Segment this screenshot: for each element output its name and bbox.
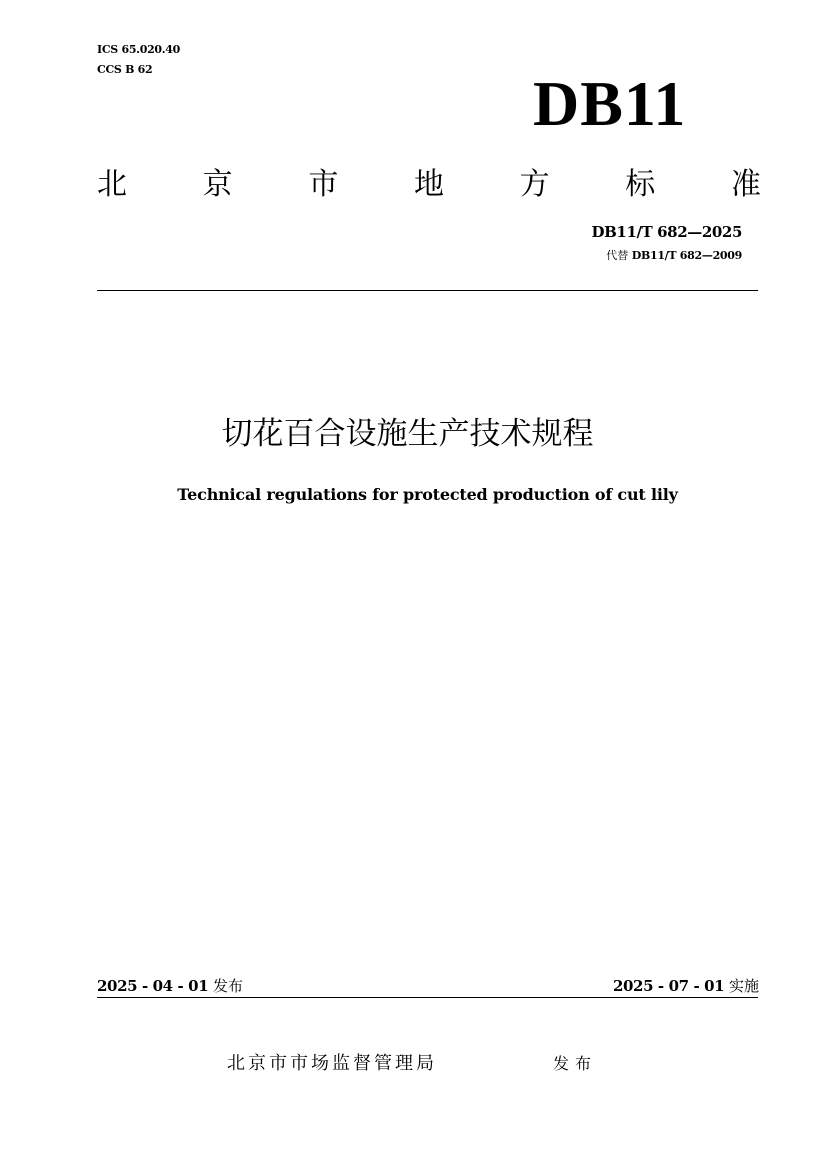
implement-word: 实施 <box>728 977 759 995</box>
replaces-label: 代替 <box>606 249 629 262</box>
standard-type-char: 标 <box>625 167 656 202</box>
standard-type-char: 北 <box>97 167 127 202</box>
implement-date-line <box>613 976 759 996</box>
db-code-logo: DB11 <box>533 68 687 139</box>
publish-word: 发布 <box>553 1054 598 1073</box>
replaces-code: DB11/T 682—2009 <box>631 249 742 262</box>
standard-type-char: 京 <box>202 167 233 202</box>
issue-date: 2025 - 04 - 01 <box>97 977 209 995</box>
replaces-line <box>606 248 742 264</box>
standard-type-title <box>97 158 761 204</box>
ics-code: ICS 65.020.40 <box>97 43 181 56</box>
footer-divider <box>97 997 758 998</box>
issue-word: 发布 <box>213 977 244 995</box>
implement-date: 2025 - 07 - 01 <box>612 977 725 995</box>
document-title-zh: 切花百合设施生产技术规程 <box>221 416 594 452</box>
header-divider <box>97 290 758 291</box>
issue-date-line <box>97 976 243 996</box>
ccs-code: CCS B 62 <box>97 63 153 76</box>
standard-type-char: 准 <box>730 167 761 202</box>
standard-type-char: 方 <box>519 167 550 202</box>
document-title-en: Technical regulations for protected production of cut lily <box>177 485 678 504</box>
publisher-name: 北京市市场监督管理局 <box>227 1053 437 1074</box>
standard-type-char: 地 <box>413 167 444 202</box>
standard-number: DB11/T 682—2025 <box>591 223 742 241</box>
standard-type-char: 市 <box>308 167 339 202</box>
